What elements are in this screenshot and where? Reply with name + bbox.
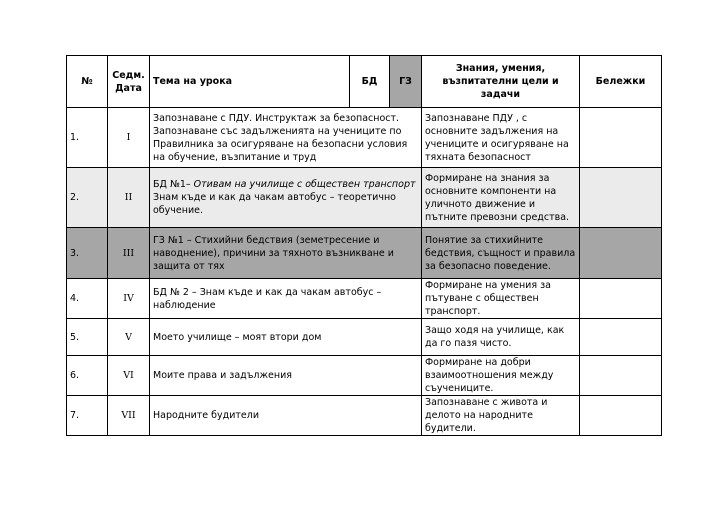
row-week: IV <box>108 279 150 319</box>
row-notes <box>580 396 662 436</box>
row-number: 7. <box>67 396 108 436</box>
row-notes <box>580 108 662 168</box>
row-week: III <box>108 228 150 279</box>
row-goals: Формиране на знания за основните компоненти на уличното движение и пътните превозни средства. <box>422 168 580 228</box>
topic-italic: Отивам на училище с обществен транспорт <box>193 179 416 190</box>
header-goals: Знания, умения, възпитателни цели и задачи <box>422 56 580 108</box>
table-row <box>67 168 662 228</box>
topic-prefix: БД №1– <box>153 179 194 190</box>
table-row <box>67 279 662 319</box>
row-notes <box>580 279 662 319</box>
row-number: 5. <box>67 319 108 356</box>
table-row <box>67 319 662 356</box>
table-row <box>67 108 662 168</box>
row-week: V <box>108 319 150 356</box>
row-topic <box>150 168 422 228</box>
row-goals: Понятие за стихийните бедствия, същност и правила за безопасно поведение. <box>422 228 580 279</box>
table-row <box>67 356 662 396</box>
row-goals: Формиране на умения за пътуване с обществен транспорт. <box>422 279 580 319</box>
row-topic: БД № 2 – Знам къде и как да чакам автобус – наблюдение <box>150 279 422 319</box>
row-notes <box>580 228 662 279</box>
header-bd: БД <box>350 56 390 108</box>
row-notes <box>580 168 662 228</box>
row-number: 1. <box>67 108 108 168</box>
row-week: II <box>108 168 150 228</box>
row-goals: Запознаване с живота и делото на народните будители. <box>422 396 580 436</box>
row-goals: Защо ходя на училище, как да го пазя чисто. <box>422 319 580 356</box>
header-week-date: Седм. Дата <box>108 56 150 108</box>
row-week: VI <box>108 356 150 396</box>
row-number: 4. <box>67 279 108 319</box>
row-notes <box>580 356 662 396</box>
header-number: № <box>67 56 108 108</box>
row-topic: Народните будители <box>150 396 422 436</box>
row-week: VII <box>108 396 150 436</box>
row-number: 6. <box>67 356 108 396</box>
header-notes: Бележки <box>580 56 662 108</box>
table-header-row <box>67 56 662 108</box>
row-topic: Моето училище – моят втори дом <box>150 319 422 356</box>
row-number: 2. <box>67 168 108 228</box>
table-row <box>67 228 662 279</box>
row-notes <box>580 319 662 356</box>
row-week: I <box>108 108 150 168</box>
header-topic: Тема на урока <box>150 56 350 108</box>
row-topic: ГЗ №1 – Стихийни бедствия (земетресение и наводнение), причини за тяхното възникване и защита от тях <box>150 228 422 279</box>
lesson-plan-table <box>66 55 662 436</box>
table-row <box>67 396 662 436</box>
row-topic: Запознаване с ПДУ. Инструктаж за безопасност. Запознаване със задълженията на учениците по Правилника за осигуряване на безопасни условия на обучение, възпитание и труд <box>150 108 422 168</box>
row-goals: Запознаване ПДУ , с основните задължения на учениците и осигуряване на тяхната безопасност <box>422 108 580 168</box>
topic-suffix: Знам къде и как да чакам автобус – теоретично обучение. <box>153 192 396 216</box>
row-topic: Моите права и задължения <box>150 356 422 396</box>
row-goals: Формиране на добри взаимоотношения между съучениците. <box>422 356 580 396</box>
row-number: 3. <box>67 228 108 279</box>
header-gz: ГЗ <box>390 56 422 108</box>
